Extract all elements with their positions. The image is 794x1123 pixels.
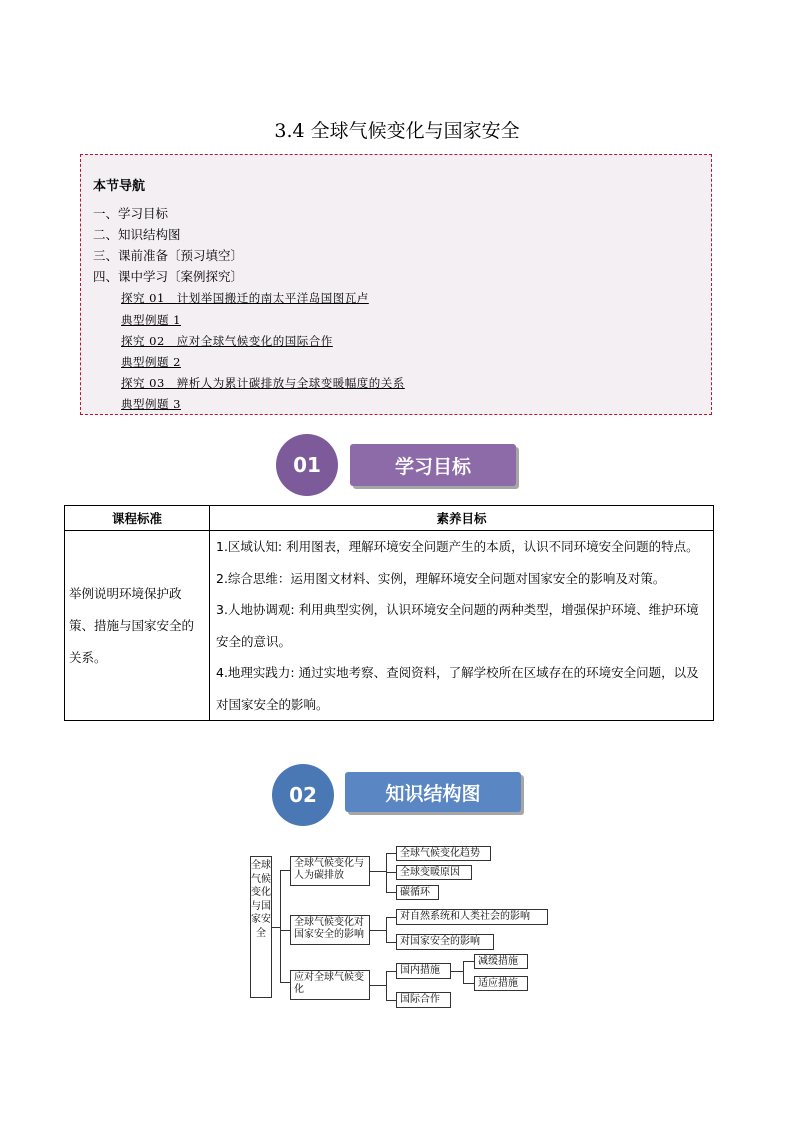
nav-item-preview[interactable]: 三、课前准备〔预习填空〕: [93, 248, 244, 263]
mindmap-domestic-measures: 国内措施: [396, 963, 451, 979]
literacy-goal-1: 1.区域认知: 利用图表，理解环境安全问题产生的本质，认识不同环境安全问题的特点。: [216, 539, 699, 554]
nav-link-explore-3[interactable]: 探究 03 辨析人为累计碳排放与全球变暖幅度的关系: [121, 376, 405, 390]
mindmap-leaf-warming-cause: 全球变暖原因: [396, 865, 472, 880]
section-2-label: 知识结构图: [345, 772, 521, 812]
table-header-literacy: 素养目标: [210, 506, 714, 531]
mindmap-branch-3: 应对全球气候变化: [290, 970, 370, 1000]
mindmap-leaf-carbon-cycle: 碳循环: [396, 885, 439, 900]
mindmap-leaf-natural-social: 对自然系统和人类社会的影响: [396, 909, 548, 925]
nav-link-example-3[interactable]: 典型例题 3: [121, 397, 181, 411]
literacy-goal-2: 2.综合思维：运用图文材料、实例，理解环境安全问题对国家安全的影响及对策。: [216, 570, 666, 586]
mindmap-leaf-trend: 全球气候变化趋势: [396, 846, 491, 861]
table-header-standard: 课程标准: [65, 506, 210, 531]
nav-link-explore-2[interactable]: 探究 02 应对全球气候变化的国际合作: [121, 334, 333, 348]
literacy-goal-4: 4.地理实践力: 通过实地考察、查阅资料，了解学校所在区域存在的环境安全问题，以及对国家安全的影响。: [216, 665, 699, 712]
nav-item-study[interactable]: 四、课中学习〔案例探究〕: [93, 269, 244, 284]
nav-heading: 本节导航: [93, 179, 146, 194]
mindmap-branch-2: 全球气候变化对国家安全的影响: [290, 915, 370, 945]
nav-item-structure[interactable]: 二、知识结构图: [93, 227, 181, 242]
section-1-label: 学习目标: [350, 444, 516, 486]
mindmap-root: 全球气候变化与国家安全: [250, 856, 272, 998]
course-standard-cell: 举例说明环境保护政策、措施与国家安全的关系。: [65, 531, 210, 721]
literacy-goal-3: 3.人地协调观: 利用典型实例，认识环境安全问题的两种类型，增强保护环境、维护环境安全的意识。: [216, 602, 699, 649]
mindmap-leaf-mitigation: 减缓措施: [474, 954, 528, 969]
page-title: 3.4 全球气候变化与国家安全: [274, 120, 520, 142]
section-2-number-badge: 02: [272, 764, 334, 826]
mindmap-branch-1: 全球气候变化与人为碳排放: [290, 856, 370, 886]
section-1-number-badge: 01: [276, 434, 338, 496]
learning-goals-table: [64, 505, 714, 721]
section-nav-box: [80, 154, 712, 415]
mindmap-international-cooperation: 国际合作: [396, 992, 451, 1008]
literacy-goals-cell: [210, 531, 714, 721]
nav-link-example-1[interactable]: 典型例题 1: [121, 313, 181, 327]
mindmap-leaf-national-security: 对国家安全的影响: [396, 934, 494, 950]
nav-link-example-2[interactable]: 典型例题 2: [121, 355, 181, 369]
nav-link-explore-1[interactable]: 探究 01 计划举国搬迁的南太平洋岛国图瓦卢: [121, 291, 369, 305]
nav-item-goals[interactable]: 一、学习目标: [93, 206, 169, 221]
mindmap-leaf-adaptation: 适应措施: [474, 976, 528, 991]
